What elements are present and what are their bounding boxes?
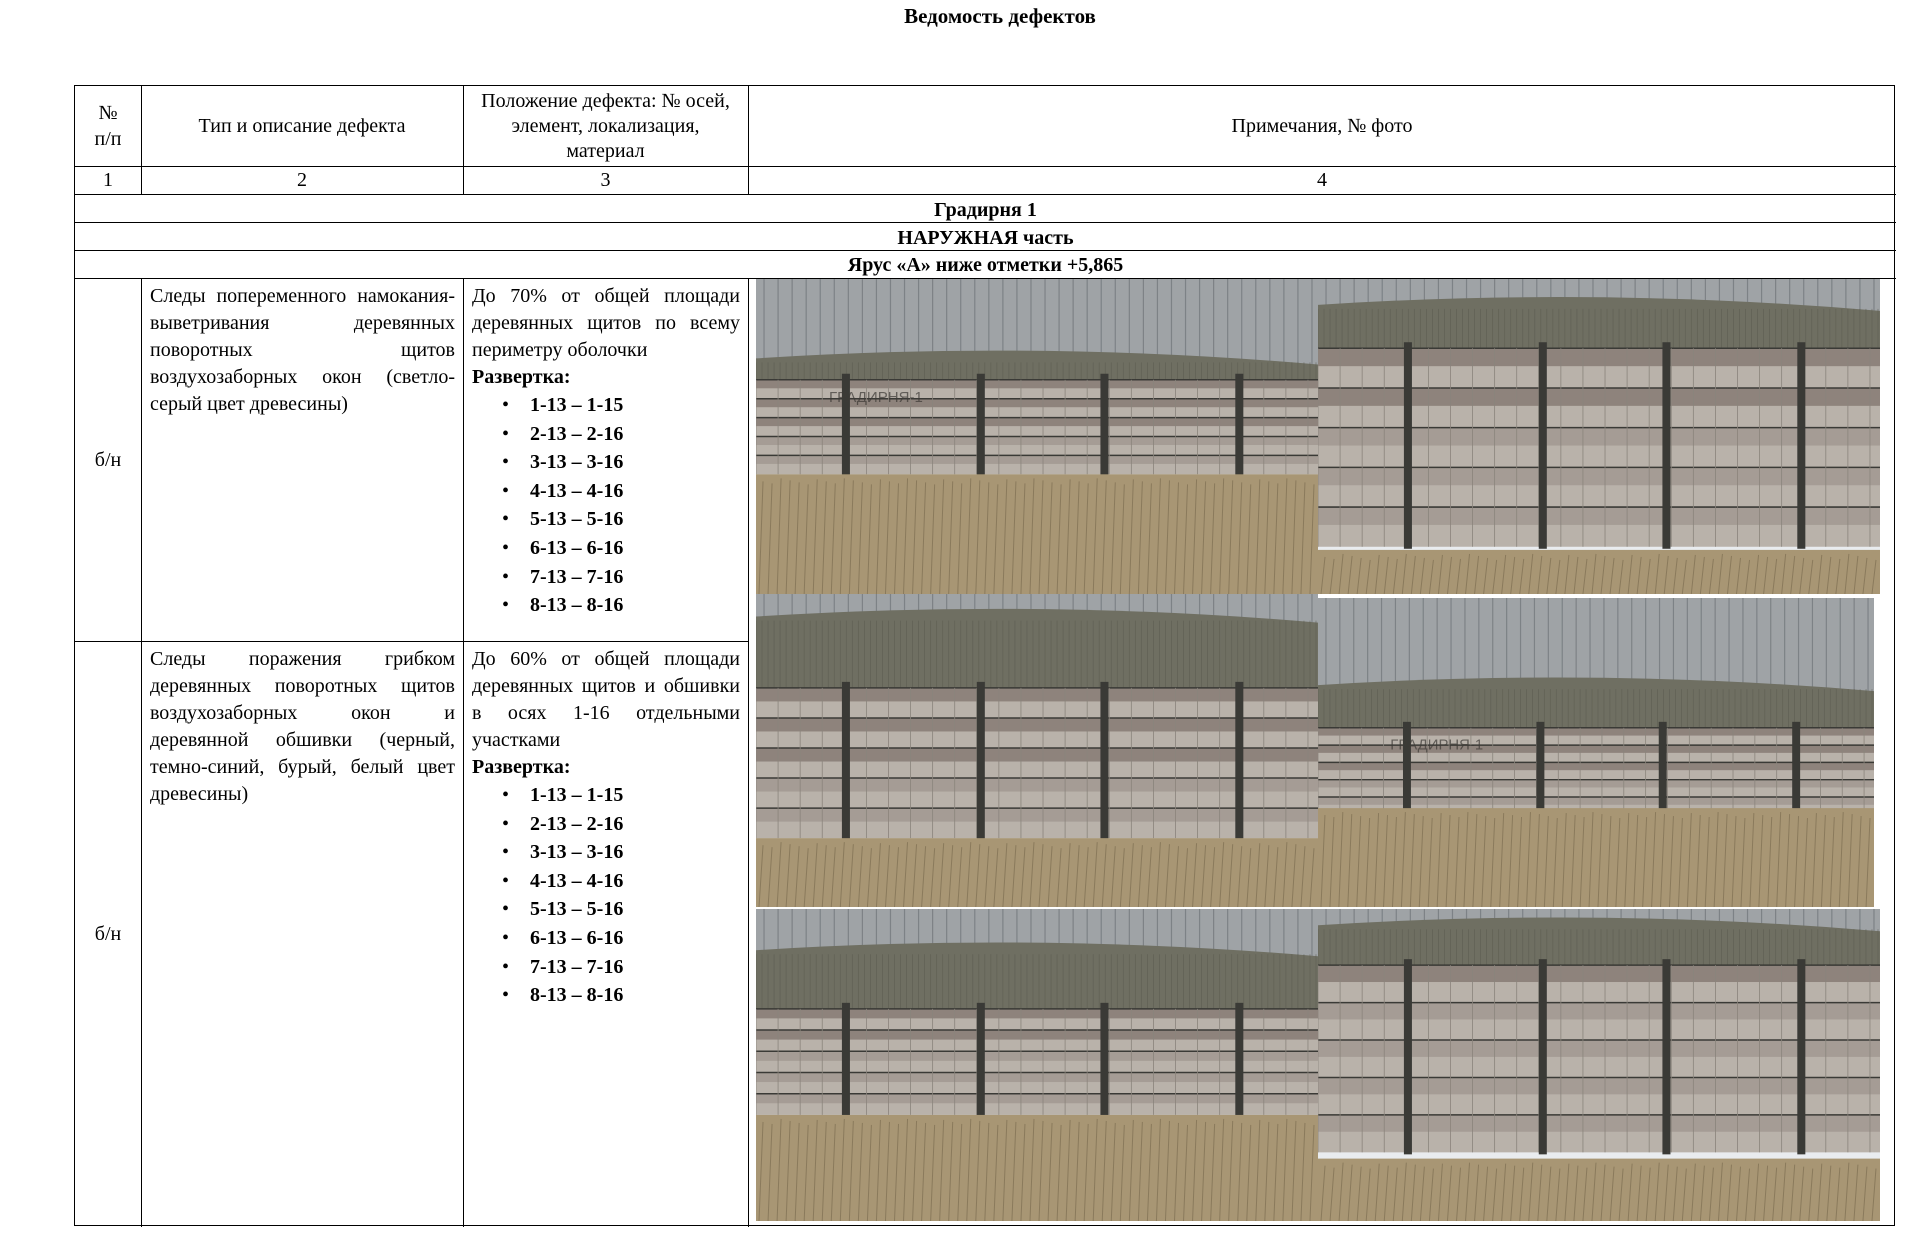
row-2-location: До 60% от общей площади деревянных щитов и обшивки в осях 1-16 отдельными участками: [472, 648, 740, 751]
row-2-description: Следы поражения грибком деревянных поворотных щитов воздухозаборных окон и деревянной обшивки (черный, темно-синий, бурый, белый цвет древесины): [150, 648, 455, 805]
list-item: • 6-13 – 6-16: [530, 534, 740, 563]
row-1-location: До 70% от общей площади деревянных щитов по всему периметру оболочки: [472, 285, 740, 361]
photo-4: [1318, 598, 1874, 907]
photo-illustration: [756, 594, 1318, 907]
list-item: • 2-13 – 2-16: [530, 810, 740, 839]
row-1-number: б/н: [94, 448, 122, 471]
photo-5: [756, 909, 1318, 1221]
list-item: • 5-13 – 5-16: [530, 505, 740, 534]
defects-table: [74, 85, 1895, 1226]
row-2-scan-label: Развертка:: [472, 756, 571, 778]
photo-illustration: [756, 909, 1318, 1221]
list-item: • 1-13 – 1-15: [530, 781, 740, 810]
section-tier: Ярус «А» ниже отметки +5,865: [847, 254, 1124, 276]
list-item: • 8-13 – 8-16: [530, 591, 740, 620]
photo-3: [756, 594, 1318, 907]
list-item: • 7-13 – 7-16: [530, 563, 740, 592]
section-outer-part: НАРУЖНАЯ часть: [897, 227, 1074, 249]
col-number-2: 2: [297, 169, 307, 191]
photo-sign: ГРАДИРНЯ-1: [829, 388, 923, 407]
row-1-scan-label: Развертка:: [472, 366, 571, 388]
photo-1: [756, 279, 1318, 594]
list-item: • 1-13 – 1-15: [530, 391, 740, 420]
photo-6: [1318, 909, 1880, 1221]
row-1-scan-list: [472, 391, 740, 620]
document-title: Ведомость дефектов: [904, 4, 1096, 28]
list-item: • 2-13 – 2-16: [530, 420, 740, 449]
header-number: № п/п: [94, 102, 122, 150]
photo-illustration: [1318, 598, 1874, 907]
list-item: • 7-13 – 7-16: [530, 953, 740, 982]
photo-2: [1318, 279, 1880, 594]
row-2-location-cell: [463, 642, 748, 1010]
row-2-scan-list: [472, 781, 740, 1010]
col-number-4: 4: [1317, 169, 1327, 191]
list-item: • 5-13 – 5-16: [530, 895, 740, 924]
header-description: Тип и описание дефекта: [198, 114, 406, 137]
row-1-location-cell: [463, 279, 748, 620]
col-number-1: 1: [103, 169, 113, 191]
photo-sign: ГРАДИРНЯ-1: [1390, 737, 1484, 754]
col-number-3: 3: [600, 169, 611, 191]
photo-illustration: [756, 279, 1318, 594]
row-2-number: б/н: [94, 923, 122, 945]
header-notes: Примечания, № фото: [1231, 114, 1413, 137]
list-item: • 8-13 – 8-16: [530, 981, 740, 1010]
section-cooling-tower: Градирня 1: [934, 199, 1037, 221]
list-item: • 3-13 – 3-16: [530, 448, 740, 477]
list-item: • 4-13 – 4-16: [530, 477, 740, 506]
photo-illustration: [1318, 909, 1880, 1221]
list-item: • 6-13 – 6-16: [530, 924, 740, 953]
header-location: Положение дефекта: № осей, элемент, локализация, материал: [481, 89, 730, 162]
list-item: • 4-13 – 4-16: [530, 867, 740, 896]
list-item: • 3-13 – 3-16: [530, 838, 740, 867]
row-1-description: Следы попеременного намокания-выветривания деревянных поворотных щитов воздухозаборных окон (светло-серый цвет древесины): [150, 285, 455, 415]
photo-illustration: [1318, 279, 1880, 594]
